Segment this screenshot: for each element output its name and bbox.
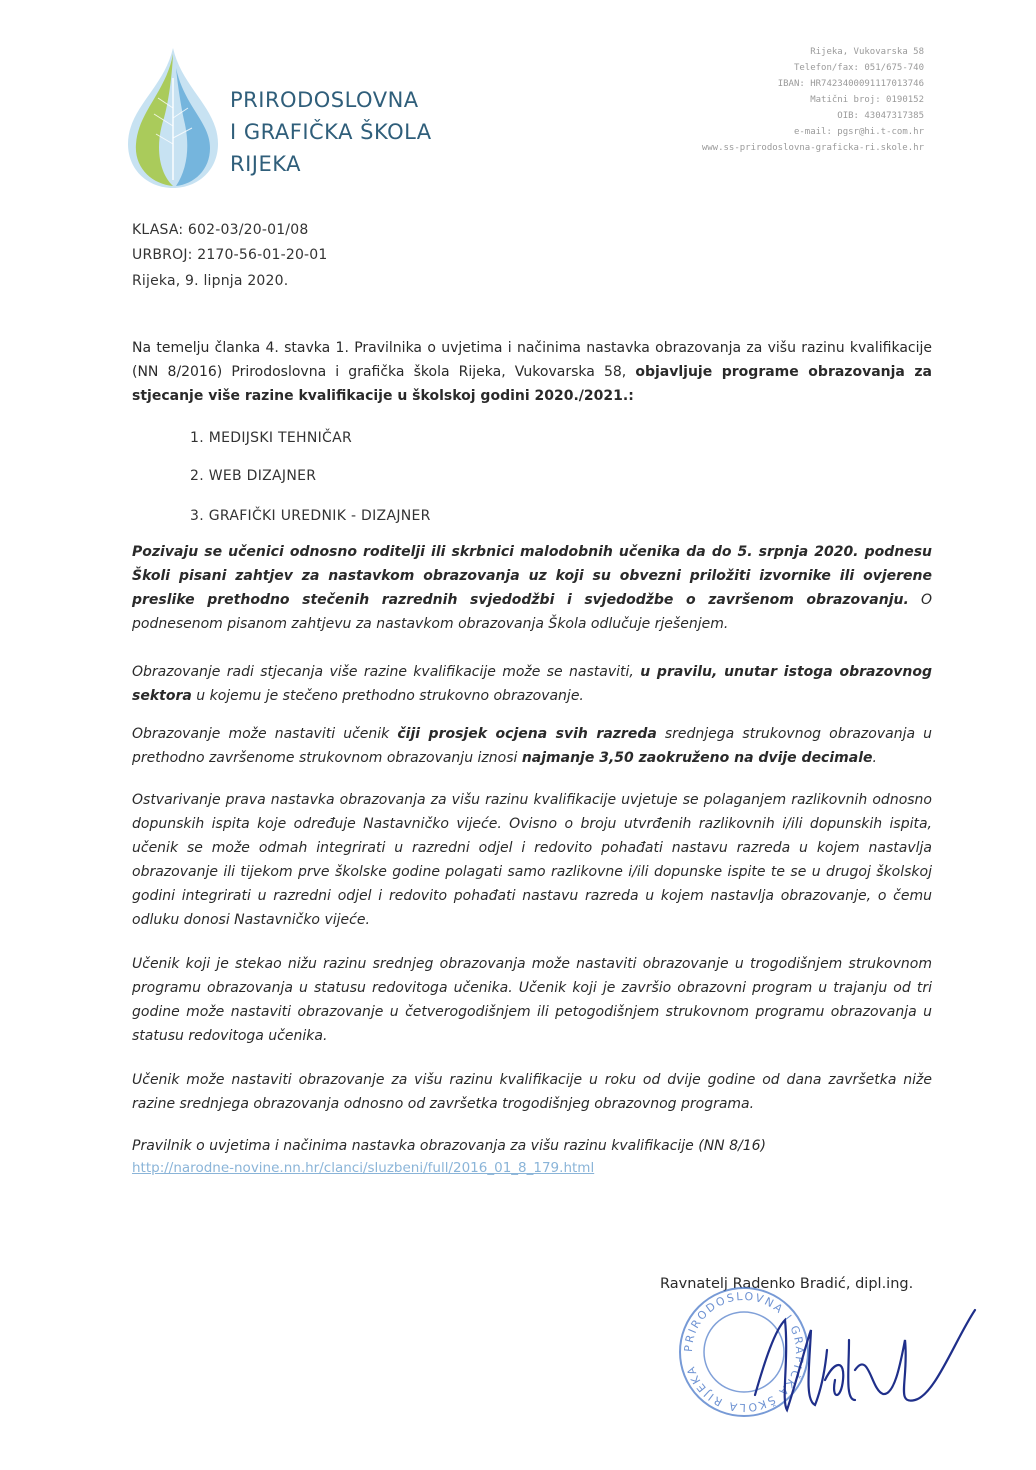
school-name-line3: RIJEKA [230, 152, 302, 176]
intro-bold: objavljuje programe obrazovanja za stjecanje više razine kvalifikacije u školskoj godini 2020./2021.: [132, 364, 932, 404]
contact-block [702, 44, 924, 156]
sector-bold: u pravilu, unutar istoga obrazovnog sektora [132, 664, 932, 704]
program-item: 3. GRAFIČKI UREDNIK - DIZAJNER [190, 508, 431, 524]
sector-text-c: u kojemu je stečeno prethodno strukovno obrazovanje. [191, 688, 584, 704]
school-name-line1: PRIRODOSLOVNA [230, 88, 419, 112]
average-text-e: . [872, 750, 877, 766]
contact-oib: OIB: 43047317385 [837, 111, 924, 121]
average-text-a: Obrazovanje može nastaviti učenik [132, 726, 398, 742]
urbroj: URBROJ: 2170-56-01-20-01 [132, 247, 328, 263]
handwritten-signature-icon [745, 1300, 980, 1430]
regulation-link[interactable]: http://narodne-novine.nn.hr/clanci/sluzbeni/full/2016_01_8_179.html [132, 1160, 595, 1176]
klasa: KLASA: 602-03/20-01/08 [132, 222, 309, 238]
contact-phone: Telefon/fax: 051/675-740 [793, 63, 924, 73]
contact-mb: Matični broj: 0190152 [810, 95, 924, 105]
principal-signature-line: Ravnatelj Radenko Bradić, dipl.ing. [660, 1276, 914, 1292]
contact-website: www.ss-prirodoslovna-graficka-ri.skole.hr [701, 143, 924, 153]
school-logo-drop-icon [124, 48, 222, 190]
average-bold-d: najmanje 3,50 zaokruženo na dvije decimale [521, 750, 873, 766]
average-text-c: srednjega strukovnog obrazovanja u prethodno završenome strukovnom obrazovanju iznosi [132, 726, 932, 766]
contact-iban: IBAN: HR7423400091117013746 [777, 79, 924, 89]
lower-level-paragraph: Učenik koji je stekao nižu razinu srednjeg obrazovanja može nastaviti obrazovanje u trogodišnjem strukovnom programu obrazovanja u statusu redovitoga učenika. Učenik koji je završio obrazovni program u trajanju od tri godine može nastaviti obrazovanje u četverogodišnjem ili petogodišnjem strukovnom programu obrazovanja u statusu redovitoga učenika. [132, 956, 932, 1044]
svg-text:PRIRODOSLOVNA I GRAFIČKA ŠKOLA: PRIRODOSLOVNA I GRAFIČKA ŠKOLA RIJEKA [681, 1289, 807, 1415]
deadline-paragraph: Učenik može nastaviti obrazovanje za višu razinu kvalifikacije u roku od dvije godine od dana završetka niže razine srednjega obrazovanja odnosno od završetka trogodišnjeg obrazovnog programa. [132, 1072, 932, 1112]
invitation-text: O podnesenom pisanom zahtjevu za nastavkom obrazovanja Škola odlučuje rješenjem. [132, 592, 932, 632]
invitation-bold: Pozivaju se učenici odnosno roditelji ili skrbnici malodobnih učenika da do 5. srpnja 2020. podnesu Školi pisani zahtjev za nastavkom obrazovanja uz koji su obvezni priložiti izvornike ili ovjerene preslike prethodno stečenih razrednih svjedodžbi i svjedodžbe o završenom obrazovanju. [132, 544, 932, 608]
sector-text-a: Obrazovanje radi stjecanja više razine kvalifikacije može se nastaviti, [132, 664, 641, 680]
sector-paragraph [132, 660, 932, 708]
program-item: 2. WEB DIZAJNER [190, 468, 317, 484]
program-item: 1. MEDIJSKI TEHNIČAR [190, 430, 353, 446]
regulation-paragraph: Pravilnik o uvjetima i načinima nastavka obrazovanja za višu razinu kvalifikacije (NN 8/16) [132, 1138, 767, 1154]
invitation-paragraph [132, 540, 932, 636]
average-bold-b: čiji prosjek ocjena svih razreda [397, 726, 657, 742]
contact-address: Rijeka, Vukovarska 58 [810, 47, 924, 57]
contact-email: e-mail: pgsr@hi.t-com.hr [793, 127, 924, 137]
school-name-line2: I GRAFIČKA ŠKOLA [230, 120, 432, 144]
average-paragraph [132, 722, 932, 770]
place-date: Rijeka, 9. lipnja 2020. [132, 273, 289, 289]
intro-paragraph [132, 336, 932, 408]
intro-text: Na temelju članka 4. stavka 1. Pravilnika o uvjetima i načinima nastavka obrazovanja za višu razinu kvalifikacije (NN 8/2016) Prirodoslovna i grafička škola Rijeka, Vukovarska 58, [132, 340, 932, 380]
exams-paragraph: Ostvarivanje prava nastavka obrazovanja za višu razinu kvalifikacije uvjetuje se polaganjem razlikovnih odnosno dopunskih ispita koje određuje Nastavničko vijeće. Ovisno o broju utvrđenih razlikovnih i/ili dopunskih ispita, učenik se može odmah integrirati u razredni odjel i redovito pohađati nastavu razreda u kojem nastavlja obrazovanje ili tijekom prve školske godine polagati samo razlikovne i/ili dopunske ispite te se u drugoj školskoj godini integrirati u razredni odjel i redovito pohađati nastavu razreda u kojem nastavlja obrazovanje, o čemu odluku donosi Nastavničko vijeće. [132, 792, 932, 928]
